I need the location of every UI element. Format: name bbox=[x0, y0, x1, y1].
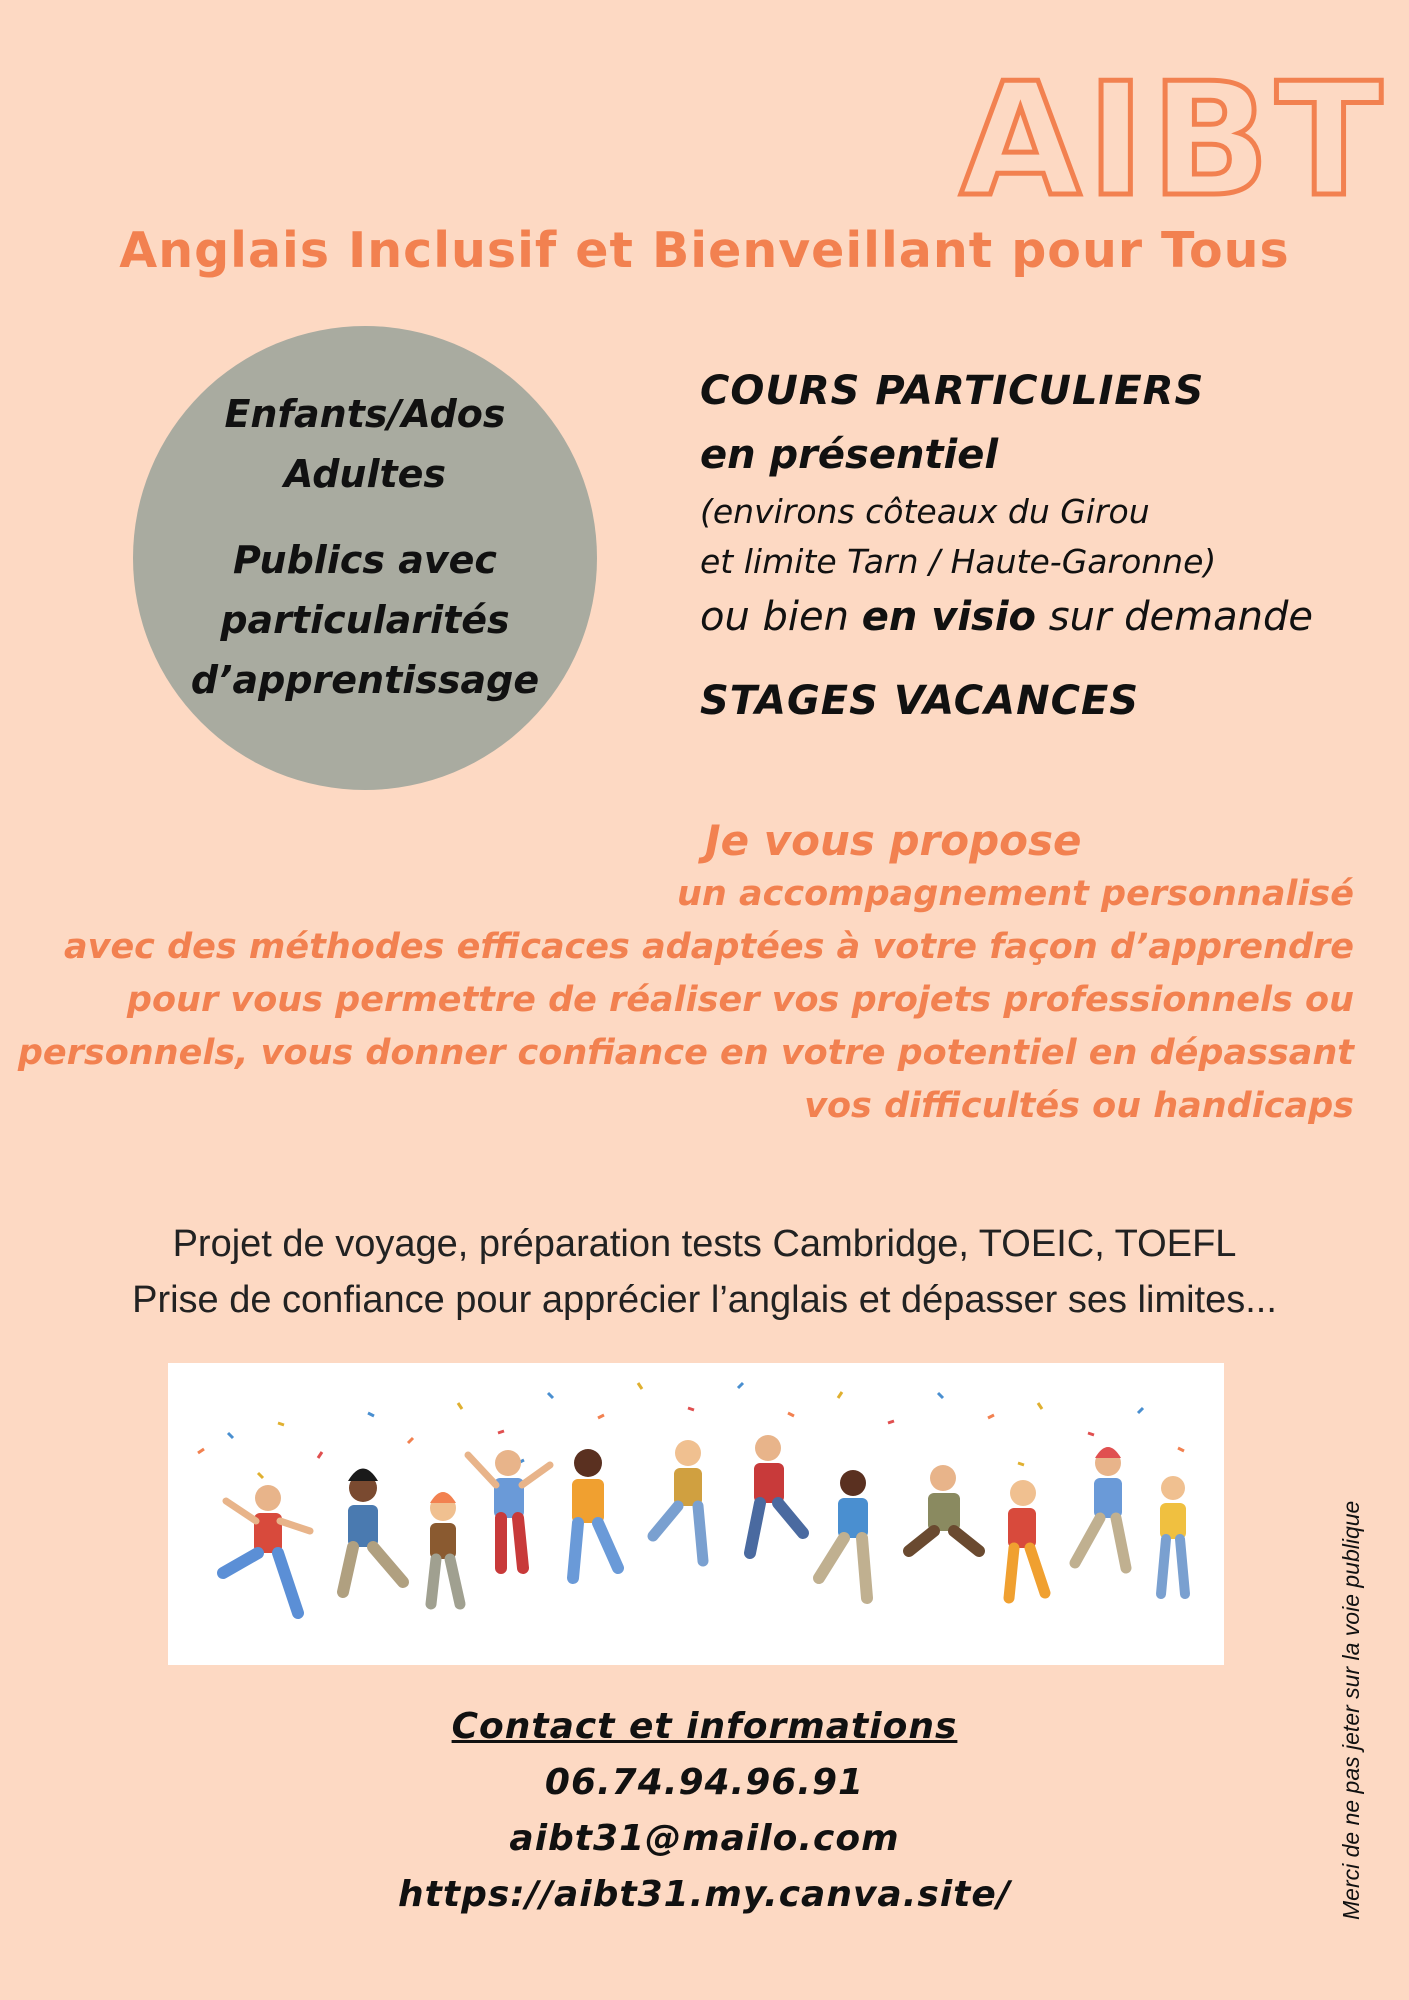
audience-line-particularites: particularités bbox=[220, 598, 510, 642]
subtitle: Anglais Inclusif et Bienveillant pour Tous bbox=[119, 222, 1290, 279]
person-2 bbox=[343, 1469, 403, 1593]
propose-line-4: personnels, vous donner confiance en votre potentiel en dépassant bbox=[17, 1033, 1354, 1073]
aibt-logo: AIBT bbox=[960, 49, 1389, 231]
cours-particuliers-heading: COURS PARTICULIERS bbox=[700, 368, 1205, 414]
presentiel-text: en présentiel bbox=[700, 432, 999, 478]
location-line-2: et limite Tarn / Haute-Garonne) bbox=[700, 542, 1217, 581]
person-5 bbox=[572, 1449, 618, 1578]
contact-email[interactable]: aibt31@mailo.com bbox=[509, 1818, 900, 1859]
audience-line-publics: Publics avec bbox=[233, 538, 497, 582]
person-3 bbox=[430, 1492, 460, 1604]
propose-title: Je vous propose bbox=[705, 816, 1082, 865]
visio-text-a: ou bien bbox=[700, 594, 862, 640]
person-6 bbox=[653, 1440, 703, 1561]
visio-text-c: sur demande bbox=[1036, 594, 1313, 640]
side-note: Merci de ne pas jeter sur la voie publique bbox=[1338, 1500, 1364, 1920]
contact-phone[interactable]: 06.74.94.96.91 bbox=[544, 1762, 865, 1803]
contact-heading: Contact et informations bbox=[451, 1706, 958, 1747]
jumping-people-illustration bbox=[168, 1363, 1224, 1665]
visio-line bbox=[700, 594, 1313, 640]
person-12 bbox=[1160, 1476, 1186, 1594]
person-11 bbox=[1075, 1447, 1126, 1568]
person-10 bbox=[1008, 1480, 1045, 1598]
projects-line-1: Projet de voyage, préparation tests Cambridge, TOEIC, TOEFL bbox=[172, 1223, 1237, 1265]
audience-line-apprentissage: d’apprentissage bbox=[190, 658, 540, 702]
visio-text-b: en visio bbox=[861, 594, 1037, 640]
person-4 bbox=[468, 1450, 550, 1568]
contact-website[interactable]: https://aibt31.my.canva.site/ bbox=[398, 1874, 1011, 1915]
location-line-1: (environs côteaux du Girou bbox=[700, 492, 1150, 531]
person-8 bbox=[819, 1470, 868, 1598]
audience-line-children: Enfants/Ados bbox=[224, 392, 506, 436]
audience-line-adults: Adultes bbox=[283, 452, 447, 496]
person-1 bbox=[223, 1485, 310, 1613]
stages-vacances-heading: STAGES VACANCES bbox=[700, 678, 1140, 724]
person-7 bbox=[750, 1435, 803, 1553]
projects-line-2: Prise de confiance pour apprécier l’anglais et dépasser ses limites... bbox=[132, 1279, 1277, 1321]
person-9 bbox=[909, 1465, 979, 1551]
propose-line-1: un accompagnement personnalisé bbox=[676, 874, 1354, 914]
propose-line-2: avec des méthodes efficaces adaptées à votre façon d’apprendre bbox=[64, 927, 1354, 967]
celebration-illustration-svg bbox=[168, 1363, 1224, 1665]
propose-line-5: vos difficultés ou handicaps bbox=[804, 1086, 1354, 1126]
propose-line-3: pour vous permettre de réaliser vos projets professionnels ou bbox=[126, 980, 1354, 1020]
